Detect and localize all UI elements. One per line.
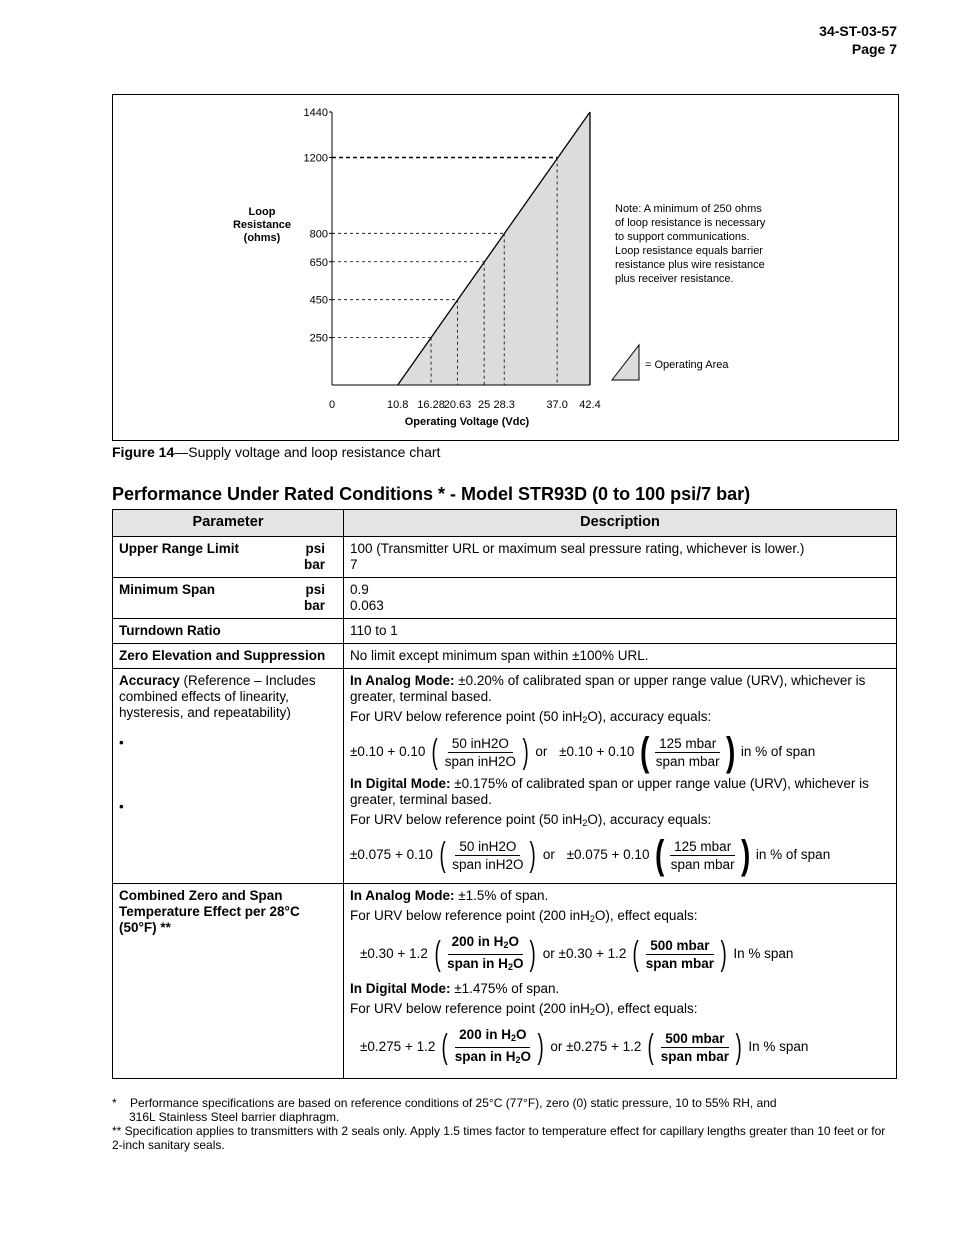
urv-text: For URV below reference point (200 inH$_2$O), effect equals:: [350, 908, 698, 924]
caption-label: Figure 14: [112, 444, 175, 460]
x-tick-label: 10.8: [387, 399, 409, 411]
note-line: to support communications.: [615, 231, 750, 243]
mode-label: In Analog Mode:: [350, 673, 455, 688]
desc-line: 100 (Transmitter URL or maximum seal pressure rating, whichever is lower.): [350, 541, 805, 556]
param-label: Upper Range Limit: [119, 541, 240, 556]
table-row: [113, 884, 897, 1079]
note-line: Note: A minimum of 250 ohms: [615, 203, 762, 215]
table-row: [113, 669, 897, 884]
mode-text: ±1.5% of span.: [454, 888, 549, 903]
desc-line: 0.063: [350, 598, 384, 613]
x-tick-label: 42.4: [579, 399, 601, 411]
desc-line: 0.9: [350, 582, 369, 597]
loop-resistance-chart: [113, 95, 898, 440]
x-tick-label: 25: [477, 399, 491, 411]
x-axis-label: Operating Voltage (Vdc): [404, 416, 530, 428]
accuracy-digital-formula: ±0.075 + 0.10 ( $\frac{\text{50 inH2O}}{\text{span inH2O}}$ ) or ±0.075 + 0.10 ( $\frac{\text{125 mbar}}{\text{span mbar}}$ ) in % of span: [350, 833, 831, 877]
unit-label: bar: [303, 557, 325, 572]
note-line: Loop resistance equals barrier: [615, 245, 763, 257]
footnote-2: ** Specification applies to transmitters with 2 seals only. Apply 1.5 times factor to temperature effect for capillary lengths greater than 10 feet or for 2-inch sanitary seals.: [112, 1124, 886, 1152]
mode-text: ±1.475% of span.: [450, 981, 560, 996]
x-tick-label: 37.0: [546, 399, 568, 411]
page-number: Page 7: [851, 41, 897, 57]
desc-cell: [344, 669, 897, 884]
y-axis-label: (ohms): [243, 232, 281, 244]
note-line: of loop resistance is necessary: [615, 217, 766, 229]
mode-label: In Analog Mode:: [350, 888, 455, 903]
temp-digital-formula: ±0.275 + 1.2 ( $\frac{200 in H_2O}{span in H_2O}$ ) or ±0.275 + 1.2 ( $\frac{\text{500 mbar}}{\text{span mbar}}$ ) In % span: [360, 1026, 809, 1066]
desc-cell: [344, 578, 897, 619]
param-label: Turndown Ratio: [113, 619, 344, 644]
param-cell: [113, 669, 344, 884]
unit-label: psi: [305, 582, 325, 597]
note-line: plus receiver resistance.: [615, 273, 734, 285]
legend-swatch: [612, 345, 639, 380]
bullet: •: [119, 799, 124, 814]
bullet: •: [119, 735, 124, 750]
x-tick-label: 0: [328, 399, 336, 411]
accuracy-analog-formula: ±0.10 + 0.10 ( $\frac{\text{50 inH2O}}{\text{span inH2O}}$ ) or ±0.10 + 0.10 ( $\frac{\text{125 mbar}}{\text{span mbar}}$ ) in % of span: [350, 730, 816, 774]
urv-text: For URV below reference point (200 inH$_2$O), effect equals:: [350, 1001, 698, 1017]
y-axis-label: Loop: [248, 206, 276, 218]
footnotes: [112, 1096, 897, 1152]
page-header: [819, 22, 897, 58]
unit-label: bar: [303, 598, 325, 613]
desc-cell: No limit except minimum span within ±100% URL.: [344, 644, 897, 669]
param-label: Combined Zero and Span Temperature Effect per 28°C (50°F) **: [113, 884, 344, 1079]
header-description: Description: [344, 510, 897, 537]
spec-table: [112, 509, 897, 1079]
section-title: Performance Under Rated Conditions * - Model STR93D (0 to 100 psi/7 bar): [112, 484, 751, 504]
desc-cell: [344, 537, 897, 578]
y-tick-label: 650: [309, 256, 328, 269]
y-axis-label: Resistance: [232, 219, 292, 231]
mode-label: In Digital Mode:: [350, 776, 451, 791]
note-line: resistance plus wire resistance: [615, 259, 765, 271]
param-cell: [113, 537, 344, 578]
footnote-1: * Performance specifications are based on reference conditions of 25°C (77°F), zero (0) static pressure, 10 to 55% RH, and: [112, 1096, 777, 1110]
table-row: [113, 644, 897, 669]
mode-text: ±0.20% of calibrated span or upper range value (URV), whichever is greater, terminal based.: [350, 673, 866, 704]
figure-14-box: [112, 94, 899, 441]
param-cell: [113, 578, 344, 619]
x-tick-label: 28.3: [493, 399, 515, 411]
param-label: Minimum Span: [119, 582, 216, 597]
table-row: [113, 537, 897, 578]
temp-analog-formula: ±0.30 + 1.2 ( $\frac{200 in H_2O}{span in H_2O}$ ) or ±0.30 + 1.2 ( $\frac{\text{500 mbar}}{\text{span mbar}}$ ) In % span: [360, 933, 794, 973]
desc-cell: [344, 884, 897, 1079]
x-tick-label: 20.63: [443, 399, 472, 411]
table-header-row: [113, 510, 897, 537]
table-row: [113, 619, 897, 644]
header-parameter: Parameter: [113, 510, 344, 537]
y-tick-label: 450: [309, 294, 328, 307]
mode-text: ±0.175% of calibrated span or upper range value (URV), whichever is greater, terminal based.: [350, 776, 869, 807]
table-row: [113, 578, 897, 619]
y-tick-label: 250: [309, 332, 328, 345]
unit-label: psi: [305, 541, 325, 556]
y-tick-label: 800: [309, 228, 328, 241]
y-tick-label: 1200: [303, 152, 328, 165]
param-note: (Reference – Includes combined effects of linearity, hysteresis, and repeatability): [119, 673, 316, 720]
figure-caption: [112, 444, 440, 460]
x-tick-label: 16.28: [417, 399, 445, 411]
doc-number: 34-ST-03-57: [819, 23, 897, 39]
param-label: Zero Elevation and Suppression: [113, 644, 344, 669]
desc-cell: 110 to 1: [344, 619, 897, 644]
urv-text: For URV below reference point (50 inH$_2$O), accuracy equals:: [350, 812, 712, 828]
urv-text: For URV below reference point (50 inH$_2$O), accuracy equals:: [350, 709, 712, 725]
mode-label: In Digital Mode:: [350, 981, 451, 996]
legend-label: = Operating Area: [645, 359, 729, 371]
desc-line: 7: [350, 557, 358, 572]
param-label: Accuracy: [119, 673, 180, 688]
footnote-1-cont: 316L Stainless Steel barrier diaphragm.: [129, 1110, 340, 1124]
caption-text: —Supply voltage and loop resistance chart: [174, 444, 441, 460]
y-tick-label: 1440: [303, 107, 328, 119]
